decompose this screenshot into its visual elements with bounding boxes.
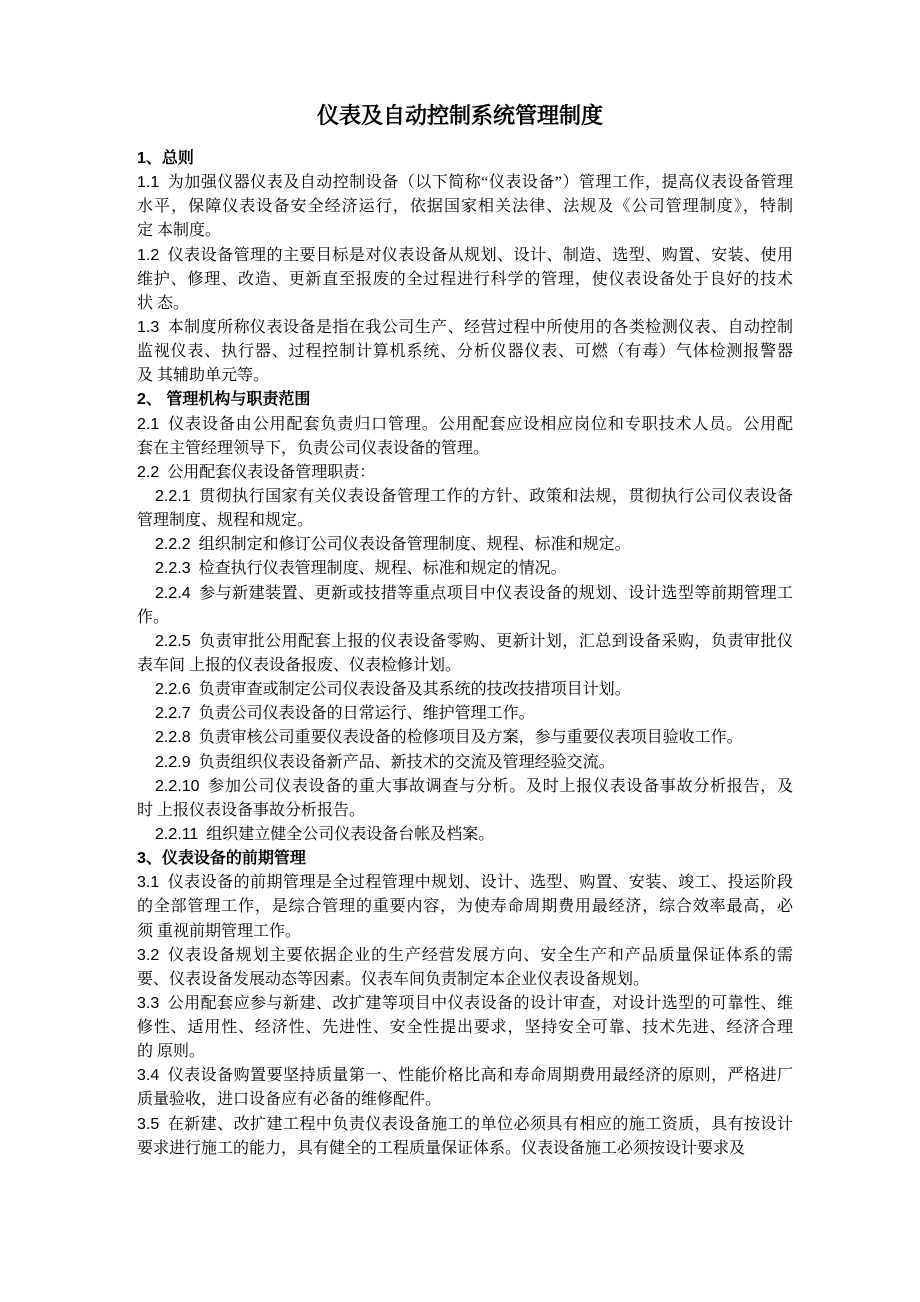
- clause-3-2: [137, 944, 793, 992]
- paragraph-text: 仪表设备的前期管理是全过程管理中规划、设计、选型、购置、安装、竣工、投运阶段: [167, 874, 793, 892]
- paragraph-text: 要、仪表设备发展动态等因素。仪表车间负责制定本企业仪表设备规划。: [137, 970, 650, 988]
- paragraph-text: 管理制度、规程和规定。: [137, 512, 314, 530]
- clause-number: 3.5: [137, 1115, 160, 1133]
- clause-number: 2.2.1: [155, 487, 191, 505]
- paragraph-text: 仪表设备由公用配套负责归口管理。公用配套应设相应岗位和专职技术人员。公用配: [167, 415, 793, 433]
- paragraph-line: [137, 678, 793, 702]
- paragraph-line: [137, 606, 793, 630]
- clause-number: 2.2.7: [155, 705, 191, 723]
- page-title: 仪表及自动控制系统管理制度: [316, 104, 603, 129]
- clause-2-2-6: [137, 678, 793, 702]
- paragraph-line: [137, 292, 793, 316]
- paragraph-text: 的 原则。: [137, 1043, 206, 1061]
- clause-1-3: [137, 316, 793, 388]
- clause-1-2: [137, 244, 793, 316]
- paragraph-text: 须 重视前期管理工作。: [137, 922, 302, 940]
- clause-number: 1.1: [137, 174, 160, 192]
- clause-2-2-8: [137, 726, 793, 750]
- paragraph-line: [137, 654, 793, 678]
- paragraph-line: [137, 775, 793, 799]
- section-heading: 2、 管理机构与职责范围: [137, 391, 311, 409]
- clause-2-2: [137, 461, 793, 485]
- paragraph-text: 仪表设备购置要坚持质量第一、性能价格比高和寿命周期费用最经济的原则，严格进厂: [167, 1067, 793, 1085]
- paragraph-text: 状 态。: [137, 294, 190, 312]
- paragraph-line: [137, 533, 793, 557]
- paragraph-line: [137, 1088, 793, 1112]
- clause-number: 2.2.6: [155, 681, 191, 699]
- paragraph-text: 本制度所称仪表设备是指在我公司生产、经营过程中所使用的各类检测仪表、自动控制: [167, 318, 793, 336]
- paragraph-line: [137, 726, 793, 750]
- clause-number: 2.1: [137, 415, 160, 433]
- paragraph-line: [137, 823, 793, 847]
- paragraph-line: [137, 968, 793, 992]
- clause-number: 2.2.2: [155, 536, 191, 554]
- paragraph-line: [137, 268, 793, 292]
- section-heading: 3、仪表设备的前期管理: [137, 850, 306, 868]
- clause-number: 2.2.3: [155, 560, 191, 578]
- section-heading: 1、总则: [137, 150, 194, 167]
- paragraph-text: 要求进行施工的能力，具有健全的工程质量保证体系。仪表设备施工必须按设计要求及: [137, 1139, 746, 1157]
- paragraph-text: 监视仪表、执行器、过程控制计算机系统、分析仪器仪表、可燃（有毒）气体检测报警器: [137, 343, 793, 361]
- clause-number: 2.2.9: [155, 753, 191, 771]
- clause-2-2-5: [137, 630, 793, 678]
- paragraph-text: 检查执行仪表管理制度、规程、标准和规定的情况。: [198, 560, 567, 578]
- paragraph-text: 作。: [137, 608, 170, 626]
- clause-2-2-3: [137, 557, 793, 581]
- paragraph-line: [137, 413, 793, 437]
- clause-number: 1.3: [137, 318, 160, 336]
- clause-3-5: [137, 1113, 793, 1161]
- paragraph-text: 组织建立健全公司仪表设备台帐及档案。: [206, 825, 495, 843]
- clause-number: 2.2.10: [155, 777, 200, 795]
- paragraph-line: [137, 582, 793, 606]
- paragraph-text: 公用配套应参与新建、改扩建等项目中仪表设备的设计审查，对设计选型的可靠性、维: [167, 994, 793, 1012]
- paragraph-line: [137, 364, 793, 388]
- paragraph-line: [137, 1137, 793, 1161]
- clause-number: 3.2: [137, 946, 160, 964]
- paragraph-text: 修性、适用性、经济性、先进性、安全性提出要求，坚持安全可靠、技术先进、经济合理: [137, 1019, 793, 1037]
- clause-3-1: [137, 871, 793, 943]
- paragraph-line: [137, 1064, 793, 1088]
- paragraph-text: 负责审查或制定公司仪表设备及其系统的技改技措项目计划。: [198, 681, 631, 699]
- paragraph-text: 公用配套仪表设备管理职责：: [167, 463, 376, 481]
- clause-number: 2.2.11: [155, 825, 199, 843]
- paragraph-text: 贯彻执行国家有关仪表设备管理工作的方针、政策和法规，贯彻执行公司仪表设备: [198, 487, 793, 505]
- paragraph-text: 水平，保障仪表设备安全经济运行，依据国家相关法律、法规及《公司管理制度》，特制: [137, 198, 793, 216]
- paragraph-text: 时 上报仪表设备事故分析报告。: [137, 801, 366, 819]
- clause-number: 2.2: [137, 463, 160, 481]
- clause-2-2-4: [137, 582, 793, 630]
- paragraph-text: 负责审核公司重要仪表设备的检修项目及方案，参与重要仪表项目验收工作。: [198, 729, 743, 747]
- paragraph-line: [137, 702, 793, 726]
- paragraph-line: [137, 1113, 793, 1137]
- paragraph-text: 仪表设备管理的主要目标是对仪表设备从规划、设计、制造、选型、购置、安装、使用: [167, 246, 793, 264]
- paragraph-text: 参与新建装置、更新或技措等重点项目中仪表设备的规划、设计选型等前期管理工: [198, 584, 793, 602]
- paragraph-line: [137, 895, 793, 919]
- paragraph-line: [137, 219, 793, 243]
- clause-number: 3.3: [137, 994, 160, 1012]
- paragraph-line: [137, 171, 793, 195]
- paragraph-line: [137, 461, 793, 485]
- paragraph-text: 负责审批公用配套上报的仪表设备零购、更新计划，汇总到设备采购，负责审批仪: [198, 632, 793, 650]
- clause-3-3: [137, 992, 793, 1064]
- clause-2-2-7: [137, 702, 793, 726]
- clause-number: 3.1: [137, 874, 160, 892]
- document-body: [137, 147, 793, 1161]
- paragraph-text: 组织制定和修订公司仪表设备管理制度、规程、标准和规定。: [198, 536, 631, 554]
- paragraph-text: 定 本制度。: [137, 222, 222, 240]
- paragraph-text: 表车间 上报的仪表设备报废、仪表检修计划。: [137, 656, 462, 674]
- paragraph-line: [137, 1040, 793, 1064]
- clause-2-1: [137, 413, 793, 461]
- paragraph-text: 套在主管经理领导下，负责公司仪表设备的管理。: [137, 439, 490, 457]
- paragraph-line: [137, 630, 793, 654]
- clause-2-2-2: [137, 533, 793, 557]
- paragraph-text: 负责组织仪表设备新产品、新技术的交流及管理经验交流。: [198, 753, 615, 771]
- clause-number: 2.2.5: [155, 632, 191, 650]
- paragraph-line: [137, 244, 793, 268]
- paragraph-text: 为加强仪器仪表及自动控制设备（以下简称“仪表设备”）管理工作，提高仪表设备管理: [167, 174, 793, 192]
- paragraph-line: [137, 944, 793, 968]
- paragraph-text: 仪表设备规划主要依据企业的生产经营发展方向、安全生产和产品质量保证体系的需: [167, 946, 793, 964]
- clause-2-2-11: [137, 823, 793, 847]
- paragraph-text: 在新建、改扩建工程中负责仪表设备施工的单位必须具有相应的施工资质，具有按设计: [167, 1115, 793, 1133]
- paragraph-line: [137, 195, 793, 219]
- paragraph-line: [137, 1016, 793, 1040]
- paragraph-text: 质量验收，进口设备应有必备的维修配件。: [137, 1091, 442, 1109]
- paragraph-line: [137, 437, 793, 461]
- clause-2-2-10: [137, 775, 793, 823]
- paragraph-text: 负责公司仪表设备的日常运行、维护管理工作。: [198, 705, 535, 723]
- clause-number: 2.2.8: [155, 729, 191, 747]
- paragraph-line: [137, 920, 793, 944]
- paragraph-text: 的全部管理工作，是综合管理的重要内容，为使寿命周期费用最经济，综合效率最高，必: [137, 898, 793, 916]
- paragraph-line: [137, 871, 793, 895]
- paragraph-text: 及 其辅助单元等。: [137, 367, 270, 385]
- paragraph-text: 维护、修理、改造、更新直至报废的全过程进行科学的管理，使仪表设备处于良好的技术: [137, 270, 793, 288]
- paragraph-line: [137, 992, 793, 1016]
- clause-2-2-1: [137, 485, 793, 533]
- clause-2-2-9: [137, 751, 793, 775]
- paragraph-line: [137, 340, 793, 364]
- paragraph-line: [137, 557, 793, 581]
- clause-number: 2.2.4: [155, 584, 191, 602]
- paragraph-line: [137, 316, 793, 340]
- paragraph-line: [137, 509, 793, 533]
- paragraph-line: [137, 799, 793, 823]
- clause-number: 3.4: [137, 1067, 160, 1085]
- paragraph-text: 参加公司仪表设备的重大事故调查与分析。及时上报仪表设备事故分析报告，及: [207, 777, 793, 795]
- paragraph-line: [137, 751, 793, 775]
- paragraph-line: [137, 485, 793, 509]
- clause-3-4: [137, 1064, 793, 1112]
- clause-number: 1.2: [137, 246, 160, 264]
- clause-1-1: [137, 171, 793, 243]
